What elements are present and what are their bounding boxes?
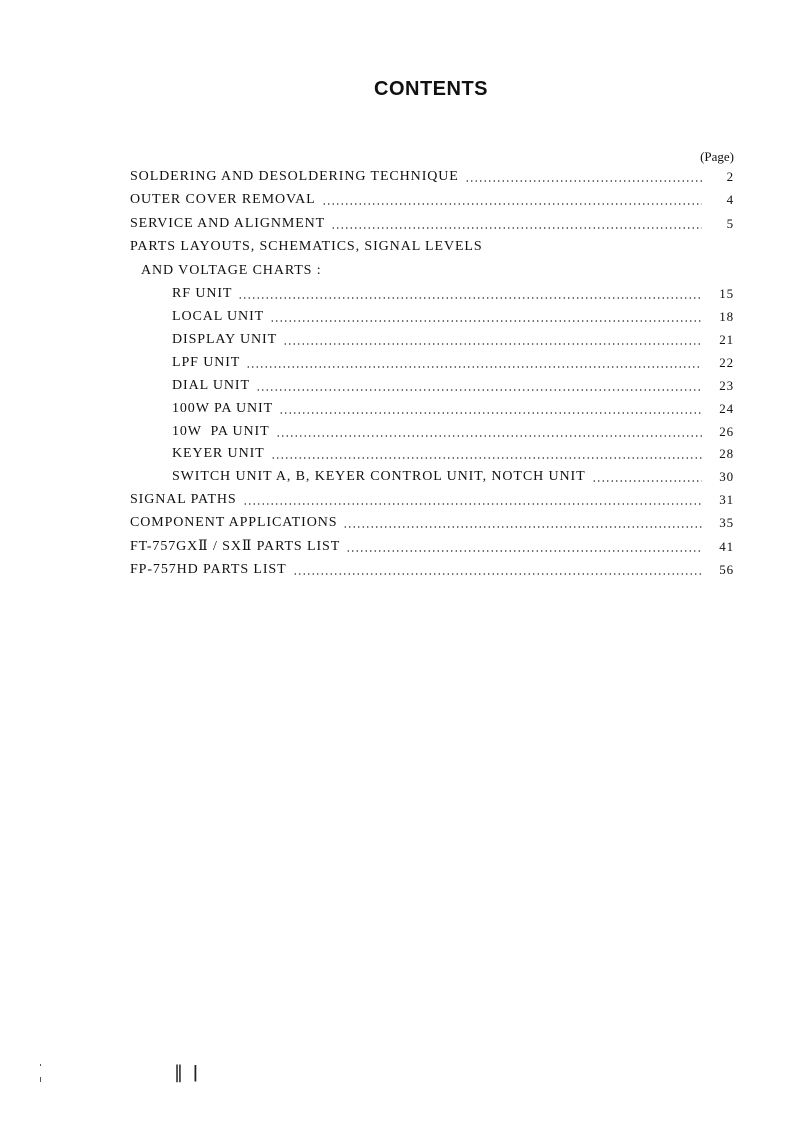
- toc-entry-page: 28: [719, 446, 734, 461]
- toc-entry-title: RF UNIT: [172, 286, 233, 301]
- leader-dots: [271, 457, 702, 459]
- leader-dots: [343, 526, 702, 528]
- page-title: CONTENTS: [374, 78, 488, 100]
- toc-entry-title: 100W PA UNIT: [172, 401, 274, 416]
- leader-dots: [346, 550, 702, 552]
- toc-entry-page: 30: [719, 469, 734, 484]
- toc-entry-title: FT-757GXⅡ / SXⅡ PARTS LIST: [130, 539, 341, 554]
- toc-entry: [172, 422, 734, 442]
- toc-entry: [172, 330, 734, 350]
- leader-dots: [270, 320, 702, 322]
- toc-entry-page: 4: [726, 192, 734, 207]
- toc-entry: [130, 214, 734, 234]
- leader-dots: [322, 203, 702, 205]
- toc-entry: [130, 560, 734, 580]
- toc-entry-page: 21: [719, 332, 734, 347]
- toc-entry-page: 15: [719, 286, 734, 301]
- toc-entry: [172, 376, 734, 396]
- toc-entry: [130, 513, 734, 533]
- toc-entry-page: 26: [719, 424, 734, 439]
- toc-entry-title: LPF UNIT: [172, 355, 241, 370]
- toc-entry-title: AND VOLTAGE CHARTS :: [141, 263, 322, 278]
- toc-entry-page: 23: [719, 378, 734, 393]
- leader-dots: [283, 343, 702, 345]
- toc-entry: [172, 444, 734, 464]
- leader-dots: [293, 573, 702, 575]
- toc-entry-page: 22: [719, 355, 734, 370]
- toc-entry-title: PARTS LAYOUTS, SCHEMATICS, SIGNAL LEVELS: [130, 239, 483, 254]
- toc-section-heading: [130, 237, 734, 257]
- toc-entry-title: KEYER UNIT: [172, 446, 265, 461]
- leader-dots: [331, 227, 702, 229]
- toc-entry-title: COMPONENT APPLICATIONS: [130, 515, 338, 530]
- toc-entry: [130, 490, 734, 510]
- toc-entry-title: SWITCH UNIT A, B, KEYER CONTROL UNIT, NOTCH UNIT: [172, 469, 586, 484]
- toc-entry-title: SERVICE AND ALIGNMENT: [130, 216, 326, 231]
- toc-entry-page: 2: [726, 169, 734, 184]
- toc-entry: [130, 537, 734, 557]
- leader-dots: [276, 435, 702, 437]
- leader-dots: [256, 389, 702, 391]
- leader-dots: [238, 297, 702, 299]
- toc-entry-title: 10W PA UNIT: [172, 424, 270, 439]
- leader-dots: [592, 480, 702, 482]
- toc-entry-page: 18: [719, 309, 734, 324]
- page-footer-mark: ‖ ǀ: [174, 1062, 201, 1083]
- leader-dots: [279, 412, 702, 414]
- toc-entry: [172, 307, 734, 327]
- toc-entry: [172, 399, 734, 419]
- scan-speck: [40, 1064, 41, 1066]
- page-column-label: (Page): [700, 149, 734, 164]
- toc-entry-page: 56: [719, 562, 734, 577]
- leader-dots: [246, 366, 702, 368]
- toc-entry-title: DIAL UNIT: [172, 378, 250, 393]
- toc-entry: [130, 167, 734, 187]
- toc-entry: [172, 284, 734, 304]
- leader-dots: [465, 180, 702, 182]
- toc-entry-page: 41: [719, 539, 734, 554]
- toc-entry-title: LOCAL UNIT: [172, 309, 265, 324]
- toc-entry-title: SOLDERING AND DESOLDERING TECHNIQUE: [130, 169, 459, 184]
- toc-entry-title: DISPLAY UNIT: [172, 332, 278, 347]
- toc-entry-title: FP-757HD PARTS LIST: [130, 562, 287, 577]
- toc-entry-page: 5: [726, 216, 734, 231]
- toc-entry: [130, 190, 734, 210]
- toc-entry-page: 35: [719, 515, 734, 530]
- toc-entry-page: 31: [719, 492, 734, 507]
- leader-dots: [243, 503, 702, 505]
- scan-speck: [40, 1077, 41, 1082]
- toc-entry: [172, 353, 734, 373]
- toc-section-heading: [141, 261, 734, 281]
- toc-entry-page: 24: [719, 401, 734, 416]
- toc-entry-title: SIGNAL PATHS: [130, 492, 237, 507]
- toc-entry-title: OUTER COVER REMOVAL: [130, 192, 316, 207]
- toc-entry: [172, 467, 734, 487]
